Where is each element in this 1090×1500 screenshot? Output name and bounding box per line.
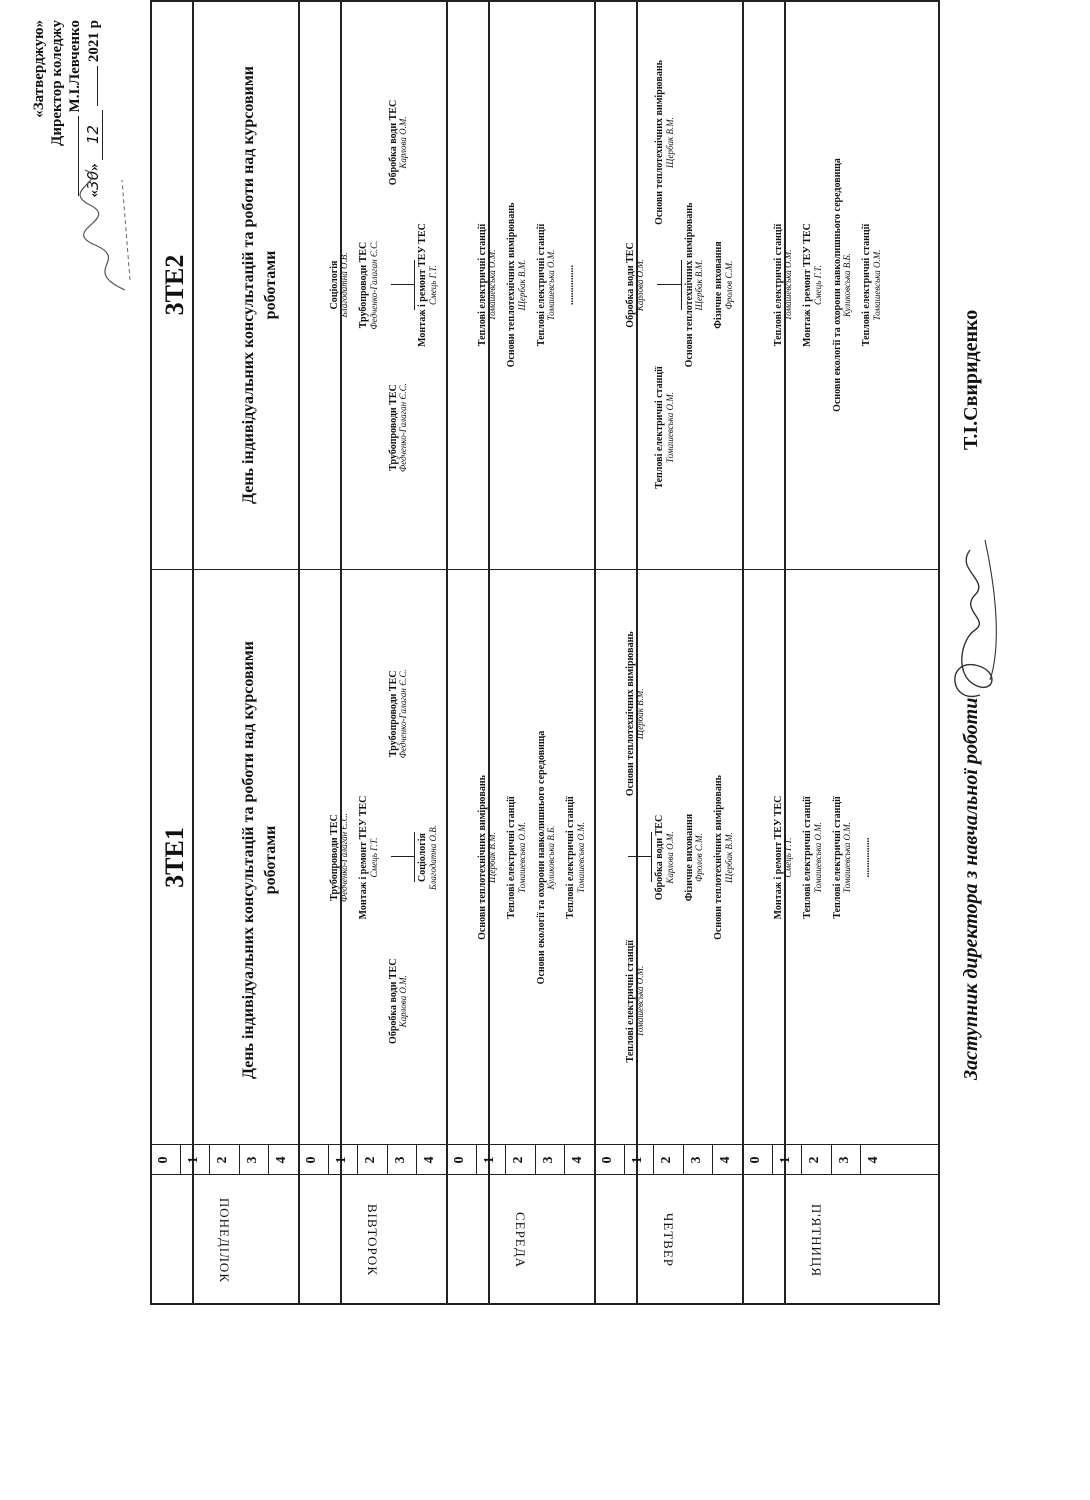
- lesson-number: 3: [540, 1156, 556, 1164]
- lesson-number: 3: [392, 1156, 408, 1164]
- subgroup-divider: [657, 284, 681, 285]
- number-row-line: [772, 1145, 773, 1175]
- subject-name: Теплові електричні станції: [654, 366, 666, 489]
- teacher-name: Щербак В.М.: [635, 688, 646, 740]
- day-separator: [298, 0, 300, 1305]
- director-signature: [70, 160, 140, 300]
- day-label-text: ЧЕТВЕР: [661, 1212, 676, 1268]
- subject-name: Основи теплотехнічних вимірювань: [713, 775, 725, 940]
- day-label-wed: [446, 1175, 594, 1305]
- number-row-line: [653, 1145, 654, 1175]
- subgroup-underline: [414, 833, 415, 883]
- lesson-cell-g2-thu-4: [714, 10, 734, 560]
- teacher-name: Щербак В.М.: [723, 832, 734, 883]
- day-label-monday: [150, 1175, 298, 1305]
- number-row-line: [209, 1145, 210, 1175]
- subject-name: Основи теплотехнічних вимірювань: [624, 631, 636, 797]
- lesson-number: 0: [600, 1156, 615, 1164]
- subject-name: Трубопроводи ТЕС: [328, 814, 340, 901]
- lesson-number: 4: [422, 1156, 438, 1164]
- teacher-name: Федченко-Галаган Є.С.: [398, 383, 409, 472]
- teacher-name: Щербак В.М.: [664, 117, 675, 168]
- number-row-line: [831, 1145, 832, 1175]
- group-header-2: 3ТЕ2: [160, 254, 189, 316]
- teacher-name: Фролов С.М.: [694, 833, 705, 882]
- lesson-number: 1: [481, 1156, 497, 1164]
- subject-name: Теплові електричні станції: [802, 796, 814, 919]
- lesson-cell-g2-fri-4: [862, 10, 882, 560]
- lesson-number: 2: [659, 1156, 675, 1164]
- subgroup-underline: [681, 260, 682, 310]
- lesson-number: 4: [274, 1156, 290, 1164]
- lesson-cell-g2-thu-1: [626, 10, 646, 560]
- monday-note-group-2: День індивідуальних консультацій та роботи над курсовими роботами: [240, 66, 280, 504]
- subject-name: Соціологія: [417, 833, 429, 882]
- day-label-text: П'ЯТНИЦЯ: [809, 1203, 824, 1277]
- lesson-number: 0: [452, 1156, 467, 1164]
- lesson-cell-g1-wed-4: [566, 580, 586, 1135]
- number-row-line: [860, 1145, 861, 1175]
- lesson-number: 0: [304, 1156, 319, 1164]
- subject-name: Соціологія: [328, 260, 340, 310]
- lesson-cell-g2-tue-4: [418, 10, 438, 560]
- lesson-cell-g2-wed-1: [478, 10, 498, 560]
- teacher-name: Томашевська О.М.: [664, 392, 675, 463]
- lesson-cell-g1-thu-1-b: [626, 580, 646, 848]
- day-separator: [446, 0, 448, 1305]
- lesson-cell-g1-tue-1: [330, 580, 350, 1135]
- lesson-cell-g1-thu-2: [655, 580, 675, 1135]
- subject-name: Монтаж і ремонт ТЕУ ТЕС: [772, 795, 784, 920]
- subject-name: Обробка води ТЕС: [624, 242, 636, 328]
- number-row-line: [416, 1145, 417, 1175]
- lesson-cell-g1-tue-2: [359, 580, 379, 1135]
- approval-position: Директор коледжу: [49, 20, 65, 146]
- lesson-number: 1: [333, 1156, 349, 1164]
- number-row-line: [535, 1145, 536, 1175]
- teacher-name: Фролов С.М.: [723, 260, 734, 310]
- lesson-cell-g2-fri-2: [803, 10, 823, 560]
- teacher-name: Томашевська О.М.: [842, 822, 853, 893]
- day-label-thu: [594, 1175, 742, 1305]
- subject-name: Монтаж і ремонт ТЕУ ТЕС: [417, 223, 429, 347]
- subject-name: Теплові електричні станції: [861, 223, 873, 347]
- lesson-cell-g1-thu-3: [685, 580, 705, 1135]
- lesson-number: 4: [866, 1156, 882, 1164]
- subgroup-divider: [628, 857, 652, 858]
- lesson-cell-g1-wed-1: [478, 580, 498, 1135]
- subject-name: Трубопроводи ТЕС: [387, 670, 399, 757]
- lesson-number: 1: [629, 1156, 645, 1164]
- number-row-line: [268, 1145, 269, 1175]
- lesson-cell-g2-tue-2: [359, 10, 379, 560]
- teacher-name: Щербак В.М.: [516, 259, 527, 311]
- subject-name: Монтаж і ремонт ТЕУ ТЕС: [802, 223, 814, 347]
- teacher-name: Томашевська О.М.: [575, 822, 586, 893]
- lesson-cell-g2-thu-3: [685, 10, 705, 560]
- day-separator: [594, 0, 596, 1305]
- approval-stamp: [30, 20, 103, 270]
- subject-name: Теплові електричні станції: [831, 796, 843, 919]
- teacher-name: Куликовська В.Б.: [546, 825, 557, 890]
- header-divider: [192, 0, 194, 1305]
- lesson-number: 1: [777, 1156, 793, 1164]
- lesson-number: 2: [215, 1156, 231, 1164]
- number-row-line: [239, 1145, 240, 1175]
- day-label-fri: [742, 1175, 890, 1305]
- teacher-name: Смець Г.Т.: [812, 265, 823, 305]
- lesson-number: 0: [748, 1156, 763, 1164]
- subject-name: Трубопроводи ТЕС: [358, 241, 370, 329]
- approval-director-name: М.І.Левченко: [67, 20, 83, 113]
- day-label-text: СЕРЕДА: [513, 1211, 528, 1269]
- teacher-name: Томашевська О.М.: [783, 249, 794, 321]
- subject-name: Обробка води ТЕС: [387, 99, 399, 186]
- teacher-name: Федченко-Галаган Є.С.: [398, 669, 409, 759]
- lesson-number: 2: [511, 1156, 527, 1164]
- lesson-number: 3: [244, 1156, 260, 1164]
- teacher-name: Куликовська В.Б.: [842, 252, 853, 318]
- teacher-name: Благодатна О.В.: [339, 252, 350, 318]
- teacher-name: Карлова О.М.: [398, 116, 409, 169]
- teacher-name: Карлова О.М.: [635, 258, 646, 312]
- lesson-cell-g2-fri-1: [774, 10, 794, 560]
- subject-name: Основи екології та охорони навколишнього середовища: [831, 158, 843, 412]
- lesson-cell-g1-fri-3: [833, 580, 853, 1135]
- lesson-cell-g1-fri-1: [774, 580, 794, 1135]
- lesson-number: 4: [718, 1156, 734, 1164]
- subject-name: Теплові електричні станції: [624, 940, 636, 1063]
- monday-note-group-1: День індивідуальних консультацій та роботи над курсовими роботами: [240, 641, 280, 1079]
- lesson-number: 1: [185, 1156, 201, 1164]
- subject-name: Обробка води ТЕС: [654, 814, 666, 901]
- lesson-cell-g2-wed-3: [537, 10, 557, 560]
- number-row-line: [180, 1145, 181, 1175]
- lesson-cell-g1-fri-4: [862, 580, 873, 1135]
- lesson-number: 3: [836, 1156, 852, 1164]
- teacher-name: Благодатна О.В.: [427, 825, 438, 890]
- teacher-name: Смець Г.Т.: [783, 837, 794, 878]
- lesson-number: 3: [688, 1156, 704, 1164]
- subject-name: ................: [861, 837, 873, 878]
- subgroup-divider: [391, 857, 415, 858]
- group-header-1: 3ТЕ1: [160, 827, 189, 888]
- lesson-number: 0: [156, 1156, 171, 1164]
- number-row-line: [357, 1145, 358, 1175]
- lesson-cell-g2-wed-4: [566, 10, 577, 560]
- approval-date-line: «30» 12 2021 р: [84, 20, 102, 198]
- day-separator: [742, 0, 744, 1305]
- teacher-name: Федченко-Галаган Є.С.: [339, 813, 350, 902]
- subject-name: ................: [565, 265, 577, 305]
- lesson-cell-g2-wed-2: [507, 10, 527, 560]
- teacher-name: Томашевська О.М.: [812, 822, 823, 893]
- approval-year: 2021 р: [86, 20, 102, 63]
- day-label-tue: [298, 1175, 446, 1305]
- subject-name: Теплові електричні станції: [506, 796, 518, 919]
- subject-name: Фізичне виховання: [713, 241, 725, 329]
- subject-name: Основи екології та охорони навколишнього середовища: [535, 730, 547, 985]
- approval-date-day: 30: [84, 170, 102, 190]
- lesson-number: 2: [807, 1156, 823, 1164]
- number-row-line: [328, 1145, 329, 1175]
- day-label-text: ВІВТОРОК: [365, 1203, 380, 1277]
- approval-title: «Затверджую»: [31, 20, 47, 118]
- deputy-signature: [940, 530, 1010, 710]
- number-row-line: [624, 1145, 625, 1175]
- subject-name: Основи теплотехнічних вимірювань: [506, 202, 518, 368]
- teacher-name: Томашевська О.М.: [546, 249, 557, 321]
- teacher-name: Томашевська О.М.: [871, 249, 882, 321]
- number-row-line: [712, 1145, 713, 1175]
- footer-name: Т.І.Свириденко: [960, 309, 982, 450]
- teacher-name: Томашевська О.М.: [516, 822, 527, 893]
- lesson-cell-g2-tue-1: [330, 10, 350, 560]
- lesson-cell-g1-thu-1-a: [626, 868, 646, 1136]
- lesson-cell-g2-tue-3-b: [389, 10, 409, 275]
- subject-name: Фізичне виховання: [683, 813, 695, 902]
- teacher-name: Смець Г.Т.: [368, 837, 379, 878]
- subject-name: Теплові електричні станції: [772, 223, 784, 347]
- lesson-cell-g2-thu-2-b: [655, 10, 675, 275]
- teacher-name: Федченко-Галаган Є.С.: [368, 240, 379, 330]
- number-row-line: [564, 1145, 565, 1175]
- subject-name: Трубопроводи ТЕС: [387, 384, 399, 471]
- group-divider: [150, 569, 940, 570]
- number-row-line: [801, 1145, 802, 1175]
- subgroup-underline: [414, 260, 415, 310]
- number-row-line: [387, 1145, 388, 1175]
- approval-date-month: 12: [84, 110, 103, 160]
- teacher-name: Томашевська О.М.: [635, 965, 646, 1037]
- lesson-cell-g1-tue-4: [418, 580, 438, 1135]
- teacher-name: Томашевська О.М.: [487, 249, 498, 321]
- teacher-name: Смець Г.Т.: [427, 265, 438, 305]
- subject-name: Основи теплотехнічних вимірювань: [476, 775, 488, 940]
- lesson-cell-g1-wed-3: [537, 580, 557, 1135]
- subgroup-underline: [651, 833, 652, 883]
- subject-name: Основи теплотехнічних вимірювань: [654, 60, 666, 225]
- number-row-line: [476, 1145, 477, 1175]
- lesson-cell-g1-tue-3-a: [389, 868, 409, 1136]
- lesson-number: 4: [570, 1156, 586, 1164]
- lesson-cell-g2-thu-2-a: [655, 295, 675, 560]
- lesson-number: 2: [363, 1156, 379, 1164]
- subject-name: Обробка води ТЕС: [387, 958, 399, 1044]
- number-row-line: [505, 1145, 506, 1175]
- lesson-cell-g1-wed-2: [507, 580, 527, 1135]
- subject-name: Теплові електричні станції: [565, 796, 577, 919]
- lesson-cell-g1-thu-4: [714, 580, 734, 1135]
- lesson-cell-g2-tue-3-a: [389, 295, 409, 560]
- teacher-name: Карлова О.М.: [398, 975, 409, 1028]
- teacher-name: Щербак В.М.: [487, 832, 498, 883]
- footer-position: Заступник директора з навчальної роботи: [960, 697, 982, 1080]
- teacher-name: Щербак В.М.: [694, 259, 705, 311]
- subject-name: Теплові електричні станції: [535, 223, 547, 347]
- lesson-cell-g1-fri-2: [803, 580, 823, 1135]
- lesson-cell-g1-tue-3-b: [389, 580, 409, 848]
- number-row-line: [683, 1145, 684, 1175]
- day-label-monday-text: ПОНЕДІЛОК: [217, 1197, 232, 1283]
- subgroup-divider: [391, 284, 415, 285]
- subject-name: Теплові електричні станції: [476, 223, 488, 347]
- subject-name: Основи теплотехнічних вимірювань: [683, 202, 695, 368]
- lesson-cell-g2-fri-3: [833, 10, 853, 560]
- subject-name: Монтаж і ремонт ТЕУ ТЕС: [358, 795, 370, 920]
- teacher-name: Карлова О.М.: [664, 831, 675, 884]
